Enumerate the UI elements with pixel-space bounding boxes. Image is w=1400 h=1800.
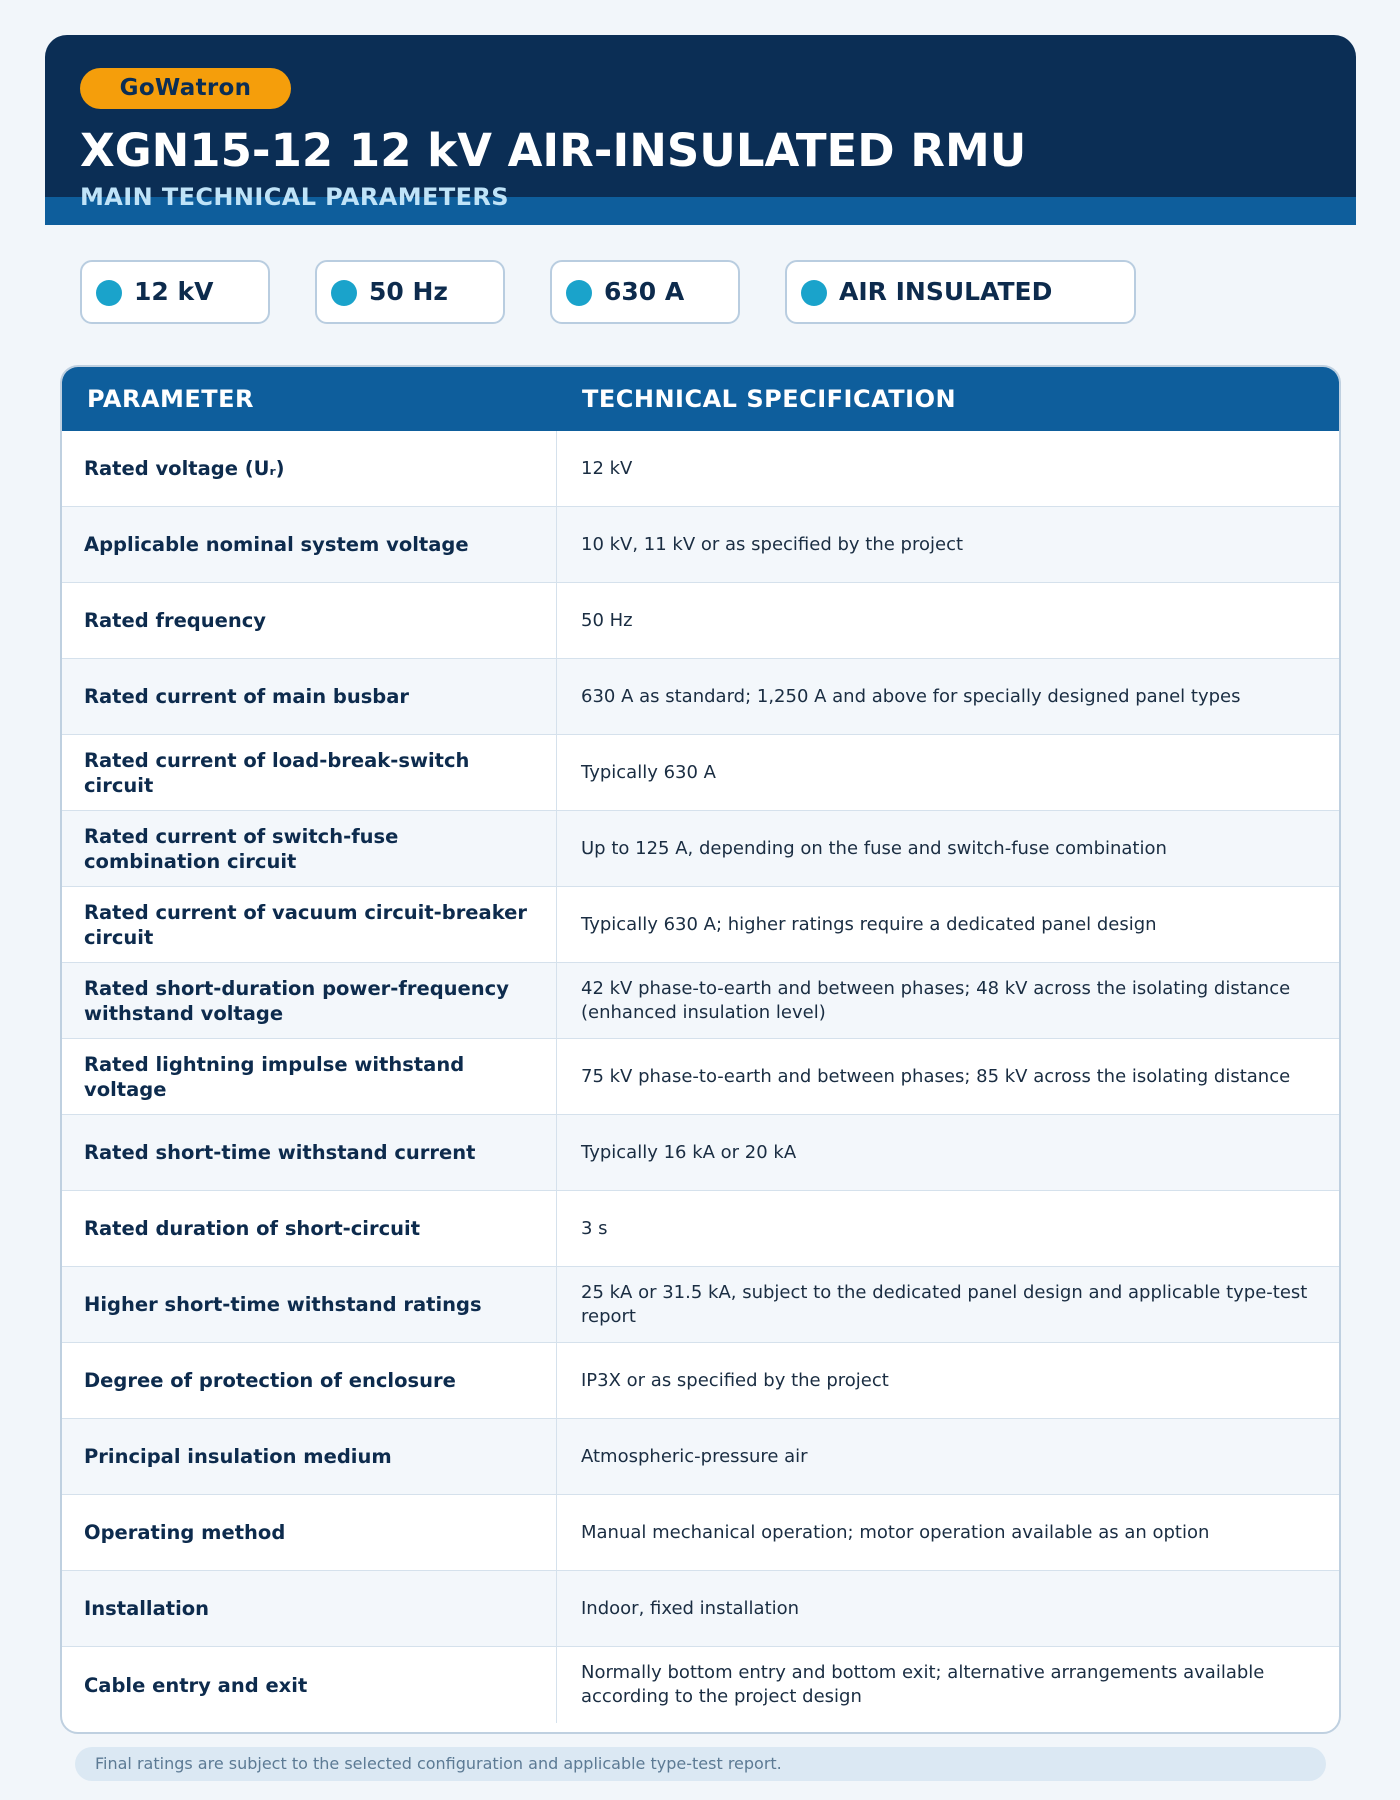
parameter-cell: Rated lightning impulse withstand voltage bbox=[62, 1039, 557, 1114]
parameter-cell: Rated current of main busbar bbox=[62, 659, 557, 734]
parameters-table bbox=[60, 365, 1341, 1734]
parameter-cell: Rated current of vacuum circuit-breaker circuit bbox=[62, 887, 557, 962]
parameter-cell: Applicable nominal system voltage bbox=[62, 507, 557, 582]
chip-label: AIR INSULATED bbox=[839, 277, 1053, 306]
table-row bbox=[62, 431, 1339, 507]
table-row bbox=[62, 659, 1339, 735]
specification-cell: 25 kA or 31.5 kA, subject to the dedicated panel design and applicable type-test report bbox=[581, 1281, 1308, 1327]
specification-cell: 75 kV phase-to-earth and between phases; 85 kV across the isolating distance bbox=[581, 1065, 1291, 1087]
parameter-cell: Degree of protection of enclosure bbox=[62, 1343, 557, 1418]
table-row bbox=[62, 887, 1339, 963]
parameter-cell: Higher short-time withstand ratings bbox=[62, 1267, 557, 1342]
specification-cell: Atmospheric-pressure air bbox=[581, 1445, 808, 1467]
column-header-specification: TECHNICAL SPECIFICATION bbox=[582, 385, 957, 413]
specification-cell: 630 A as standard; 1,250 A and above for specially designed panel types bbox=[581, 685, 1241, 707]
chip-label: 630 A bbox=[604, 277, 685, 306]
table-row bbox=[62, 963, 1339, 1039]
specification-cell: 10 kV, 11 kV or as specified by the project bbox=[581, 533, 964, 555]
specification-cell: IP3X or as specified by the project bbox=[581, 1369, 889, 1391]
specification-cell: Indoor, fixed installation bbox=[581, 1597, 800, 1619]
parameter-cell: Rated short-time withstand current bbox=[62, 1115, 557, 1190]
parameter-cell: Rated current of switch-fuse combination circuit bbox=[62, 811, 557, 886]
header-banner bbox=[45, 35, 1356, 225]
table-row bbox=[62, 1343, 1339, 1419]
table-row bbox=[62, 1191, 1339, 1267]
table-row bbox=[62, 1039, 1339, 1115]
specification-cell: Normally bottom entry and bottom exit; alternative arrangements available according to the project design bbox=[581, 1662, 1265, 1707]
table-header bbox=[62, 367, 1339, 431]
spec-chip-current bbox=[550, 260, 740, 324]
parameter-cell: Rated current of load-break-switch circuit bbox=[62, 735, 557, 810]
table-row bbox=[62, 583, 1339, 659]
column-header-parameter: PARAMETER bbox=[87, 385, 255, 413]
chip-label: 12 kV bbox=[134, 277, 214, 306]
page-title: XGN15-12 12 kV AIR-INSULATED RMU bbox=[80, 124, 1027, 177]
parameter-cell: Operating method bbox=[62, 1495, 557, 1570]
bullet-dot-icon bbox=[96, 280, 122, 306]
parameter-cell: Rated short-duration power-frequency withstand voltage bbox=[62, 963, 557, 1038]
specification-cell: Typically 630 A bbox=[581, 761, 716, 783]
table-row bbox=[62, 735, 1339, 811]
page-subtitle: MAIN TECHNICAL PARAMETERS bbox=[80, 183, 509, 211]
specification-cell: 12 kV bbox=[581, 457, 633, 479]
specification-cell: Typically 16 kA or 20 kA bbox=[581, 1141, 797, 1163]
table-row bbox=[62, 1495, 1339, 1571]
table-row bbox=[62, 811, 1339, 887]
specification-cell: 50 Hz bbox=[581, 609, 633, 631]
specification-cell: Manual mechanical operation; motor operation available as an option bbox=[581, 1521, 1210, 1543]
footnote: Final ratings are subject to the selected configuration and applicable type-test report. bbox=[75, 1747, 1326, 1781]
parameter-cell: Rated frequency bbox=[62, 583, 557, 658]
spec-chip-voltage bbox=[80, 260, 270, 324]
specification-cell: 3 s bbox=[581, 1217, 608, 1239]
table-row bbox=[62, 1267, 1339, 1343]
table-row bbox=[62, 1115, 1339, 1191]
parameter-cell: Cable entry and exit bbox=[62, 1647, 557, 1723]
specification-cell: 42 kV phase-to-earth and between phases; 48 kV across the isolating distance (enhanced insulation level) bbox=[581, 977, 1291, 1023]
bullet-dot-icon bbox=[566, 280, 592, 306]
parameter-cell: Installation bbox=[62, 1571, 557, 1646]
table-row bbox=[62, 1419, 1339, 1495]
bullet-dot-icon bbox=[801, 280, 827, 306]
parameter-cell: Principal insulation medium bbox=[62, 1419, 557, 1494]
specification-cell: Typically 630 A; higher ratings require a dedicated panel design bbox=[581, 913, 1157, 935]
bullet-dot-icon bbox=[331, 280, 357, 306]
spec-chip-insulation bbox=[785, 260, 1136, 324]
parameter-cell: Rated duration of short-circuit bbox=[62, 1191, 557, 1266]
parameter-cell: Rated voltage (Uᵣ) bbox=[62, 431, 557, 506]
table-row bbox=[62, 507, 1339, 583]
brand-badge: GoWatron bbox=[80, 68, 291, 109]
spec-chip-frequency bbox=[315, 260, 505, 324]
table-row bbox=[62, 1571, 1339, 1647]
chip-label: 50 Hz bbox=[369, 277, 448, 306]
specification-cell: Up to 125 A, depending on the fuse and switch-fuse combination bbox=[581, 837, 1167, 859]
table-body bbox=[62, 431, 1339, 1723]
table-row bbox=[62, 1647, 1339, 1723]
